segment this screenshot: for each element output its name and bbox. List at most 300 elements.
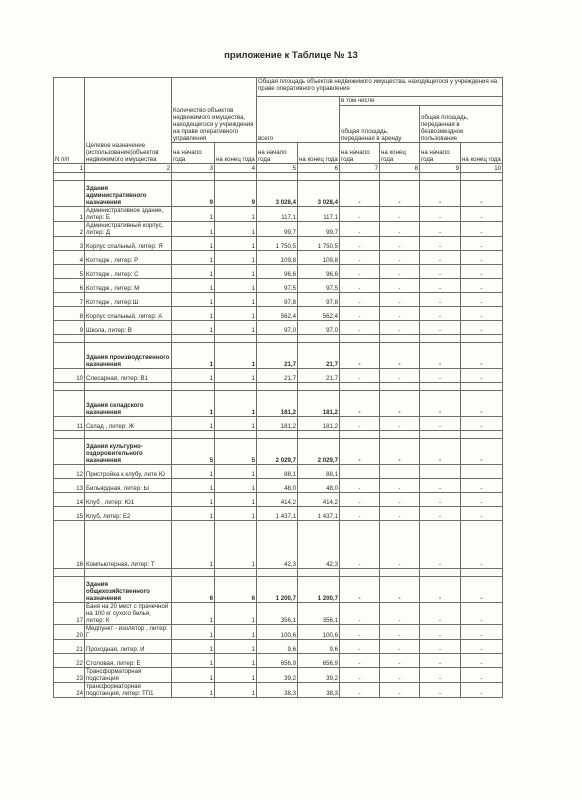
area-start: 96,6: [257, 265, 298, 279]
col-number: 3: [172, 164, 215, 173]
area-end: [298, 383, 340, 391]
free-start: -: [420, 479, 461, 493]
row-name: Пристройка к клубу, лите Ю: [85, 465, 172, 479]
table-row: [54, 654, 503, 668]
free-end: -: [461, 654, 503, 668]
count-end: [215, 431, 257, 439]
table-row: [54, 265, 503, 279]
area-end: 1 750,5: [298, 237, 340, 251]
rent-start: -: [340, 279, 380, 293]
area-start: [257, 431, 298, 439]
free-end: -: [461, 640, 503, 654]
rent-start: -: [340, 237, 380, 251]
count-end: 1: [215, 237, 257, 251]
count-end: 1: [215, 683, 257, 698]
spacer-row: [54, 569, 503, 577]
row-number: 23: [54, 668, 85, 683]
area-end: 100,6: [298, 625, 340, 640]
header-start: на начало года: [340, 143, 380, 164]
free-start: -: [420, 668, 461, 683]
free-start: [420, 335, 461, 343]
free-start: -: [420, 391, 461, 417]
count-end: 1: [215, 417, 257, 431]
free-end: -: [461, 279, 503, 293]
rent-start: -: [340, 640, 380, 654]
count-end: 1: [215, 343, 257, 369]
row-name: Административный корпус, литер: Д: [85, 222, 172, 237]
rent-start: -: [340, 417, 380, 431]
row-number: 5: [54, 265, 85, 279]
rent-end: -: [380, 207, 420, 222]
count-end: [215, 569, 257, 577]
row-number: 4: [54, 251, 85, 265]
count-start: 1: [172, 507, 215, 521]
table-row: [54, 521, 503, 569]
row-name: Баня на 20 мест с прачечной на 100 кг сухого белья, литер: К: [85, 603, 172, 625]
row-name: Склад , литер: Ж: [85, 417, 172, 431]
table-row: [54, 479, 503, 493]
table-row: [54, 369, 503, 383]
count-start: 1: [172, 603, 215, 625]
rent-end: [380, 569, 420, 577]
area-end: 109,8: [298, 251, 340, 265]
row-name: трансформаторная подстанция, литер: ТП1: [85, 683, 172, 698]
header-start: на начало года: [420, 143, 461, 164]
header-area: Общая площадь объектов недвижимого имущества, находящегося у учреждения на праве оперативного управления: [257, 78, 503, 97]
row-number: 3: [54, 237, 85, 251]
row-name: [85, 431, 172, 439]
area-end: 414,2: [298, 493, 340, 507]
row-name: Коттедж , литер: С: [85, 265, 172, 279]
header-free: общая площадь, переданная в безвозмездное пользование: [420, 106, 503, 143]
area-end: [298, 173, 340, 181]
count-start: 1: [172, 391, 215, 417]
count-start: 1: [172, 293, 215, 307]
area-start: 1 437,1: [257, 507, 298, 521]
header-rent: общая площадь, переданная в аренду: [340, 106, 420, 143]
row-name: Трансформаторная подстанция: [85, 668, 172, 683]
row-name: Административное здание, литер: Б: [85, 207, 172, 222]
row-number: 12: [54, 465, 85, 479]
area-end: 21,7: [298, 369, 340, 383]
rent-end: -: [380, 493, 420, 507]
property-table: [53, 77, 503, 698]
area-start: 99,7: [257, 222, 298, 237]
table-row: [54, 465, 503, 479]
rent-start: -: [340, 493, 380, 507]
count-start: [172, 383, 215, 391]
free-start: -: [420, 640, 461, 654]
rent-end: -: [380, 222, 420, 237]
rent-start: -: [340, 479, 380, 493]
area-start: 97,5: [257, 279, 298, 293]
rent-end: [380, 383, 420, 391]
row-name: Здания производственного назначения: [85, 343, 172, 369]
free-end: -: [461, 439, 503, 465]
free-start: -: [420, 343, 461, 369]
header-start: на начало года: [172, 143, 215, 164]
row-number: [54, 391, 85, 417]
free-end: -: [461, 265, 503, 279]
table-row: [54, 668, 503, 683]
free-end: -: [461, 237, 503, 251]
row-name: Клуб , литер: Ю1: [85, 493, 172, 507]
row-name: Медпункт - изолятор , литер: Г: [85, 625, 172, 640]
rent-end: -: [380, 237, 420, 251]
free-end: -: [461, 683, 503, 698]
count-start: 5: [172, 439, 215, 465]
free-end: -: [461, 251, 503, 265]
count-end: 1: [215, 521, 257, 569]
rent-start: -: [340, 439, 380, 465]
row-name: [85, 383, 172, 391]
spacer-row: [54, 173, 503, 181]
free-start: -: [420, 417, 461, 431]
free-start: -: [420, 237, 461, 251]
area-end: 97,5: [298, 279, 340, 293]
count-start: [172, 335, 215, 343]
row-number: 2: [54, 222, 85, 237]
free-end: [461, 569, 503, 577]
free-start: -: [420, 222, 461, 237]
count-end: 1: [215, 493, 257, 507]
area-start: 1 200,7: [257, 577, 298, 603]
row-number: 24: [54, 683, 85, 698]
free-start: [420, 383, 461, 391]
col-number: 6: [298, 164, 340, 173]
col-number: 10: [461, 164, 503, 173]
count-start: 1: [172, 465, 215, 479]
area-start: 2 029,7: [257, 439, 298, 465]
area-end: 97,8: [298, 293, 340, 307]
row-number: 1: [54, 207, 85, 222]
free-start: -: [420, 577, 461, 603]
area-start: 39,2: [257, 668, 298, 683]
free-end: -: [461, 521, 503, 569]
row-number: [54, 577, 85, 603]
free-end: -: [461, 181, 503, 207]
area-end: 181,2: [298, 391, 340, 417]
count-start: 1: [172, 479, 215, 493]
rent-start: [340, 335, 380, 343]
header-end: на конец года: [298, 143, 340, 164]
count-start: 1: [172, 343, 215, 369]
col-number: 2: [85, 164, 172, 173]
count-start: 1: [172, 265, 215, 279]
area-end: [298, 431, 340, 439]
free-start: -: [420, 307, 461, 321]
count-end: 1: [215, 465, 257, 479]
rent-end: -: [380, 521, 420, 569]
area-end: 656,9: [298, 654, 340, 668]
area-start: 356,1: [257, 603, 298, 625]
row-number: 16: [54, 521, 85, 569]
rent-end: -: [380, 307, 420, 321]
row-number: [54, 439, 85, 465]
free-start: -: [420, 603, 461, 625]
free-end: -: [461, 625, 503, 640]
count-start: 1: [172, 307, 215, 321]
row-name: [85, 569, 172, 577]
area-end: 48,0: [298, 479, 340, 493]
count-start: [172, 173, 215, 181]
free-start: -: [420, 369, 461, 383]
col-number: 9: [420, 164, 461, 173]
rent-start: [340, 569, 380, 577]
row-name: [85, 173, 172, 181]
free-start: -: [420, 493, 461, 507]
rent-start: [340, 173, 380, 181]
count-start: 1: [172, 279, 215, 293]
rent-start: -: [340, 603, 380, 625]
table-row: [54, 279, 503, 293]
free-start: -: [420, 654, 461, 668]
free-end: -: [461, 321, 503, 335]
count-start: [172, 569, 215, 577]
area-start: 562,4: [257, 307, 298, 321]
rent-start: -: [340, 391, 380, 417]
rent-end: [380, 173, 420, 181]
count-start: 1: [172, 417, 215, 431]
count-end: 5: [215, 439, 257, 465]
area-end: 99,7: [298, 222, 340, 237]
area-start: [257, 569, 298, 577]
rent-start: -: [340, 683, 380, 698]
row-name: Коттедж , литер: Р: [85, 251, 172, 265]
area-start: 97,0: [257, 321, 298, 335]
count-end: [215, 335, 257, 343]
page-title: приложение к Таблице № 13: [224, 50, 358, 61]
header-end: на конец года: [215, 143, 257, 164]
rent-start: [340, 431, 380, 439]
rent-start: -: [340, 654, 380, 668]
rent-start: -: [340, 625, 380, 640]
rent-start: -: [340, 293, 380, 307]
row-number: [54, 343, 85, 369]
free-start: -: [420, 251, 461, 265]
free-start: -: [420, 625, 461, 640]
rent-end: -: [380, 265, 420, 279]
area-start: 1 750,5: [257, 237, 298, 251]
area-end: 38,3: [298, 683, 340, 698]
free-start: -: [420, 439, 461, 465]
free-start: [420, 173, 461, 181]
area-start: 48,0: [257, 479, 298, 493]
row-number: 13: [54, 479, 85, 493]
count-end: [215, 173, 257, 181]
header-total: всего: [257, 97, 340, 143]
row-name: Столовая, литер: Е: [85, 654, 172, 668]
count-end: 9: [215, 181, 257, 207]
rent-start: -: [340, 207, 380, 222]
free-start: -: [420, 507, 461, 521]
row-name: Корпус спальный, литер: Я: [85, 237, 172, 251]
row-name: Здания административного назначения: [85, 181, 172, 207]
area-end: 562,4: [298, 307, 340, 321]
area-start: 117,1: [257, 207, 298, 222]
table-row: [54, 683, 503, 698]
count-end: [215, 383, 257, 391]
rent-start: [340, 465, 380, 479]
count-start: 1: [172, 321, 215, 335]
header-start: на начало года: [257, 143, 298, 164]
area-end: 9,6: [298, 640, 340, 654]
area-end: [298, 569, 340, 577]
free-end: -: [461, 343, 503, 369]
table-row: [54, 603, 503, 625]
rent-start: -: [340, 668, 380, 683]
area-end: 21,7: [298, 343, 340, 369]
free-end: -: [461, 417, 503, 431]
rent-end: -: [380, 479, 420, 493]
col-number: 7: [340, 164, 380, 173]
header-incl: в том числе: [340, 97, 503, 106]
row-name: Проходная, литер: И: [85, 640, 172, 654]
row-number: 20: [54, 625, 85, 640]
free-end: [461, 173, 503, 181]
rent-end: -: [380, 369, 420, 383]
area-end: 96,6: [298, 265, 340, 279]
count-start: 1: [172, 251, 215, 265]
rent-start: -: [340, 251, 380, 265]
rent-end: -: [380, 507, 420, 521]
count-start: [172, 431, 215, 439]
free-end: -: [461, 207, 503, 222]
row-number: 8: [54, 307, 85, 321]
rent-start: -: [340, 265, 380, 279]
table-row: [54, 507, 503, 521]
row-name: Клуб, литер: Е2: [85, 507, 172, 521]
header-name: Целевое назначение (использование)объектов недвижимого имущества: [85, 78, 172, 164]
count-start: 1: [172, 207, 215, 222]
spacer-row: [54, 383, 503, 391]
table-row: [54, 417, 503, 431]
area-start: 3 028,4: [257, 181, 298, 207]
count-end: 1: [215, 279, 257, 293]
table-row: [54, 321, 503, 335]
rent-end: -: [380, 625, 420, 640]
free-start: -: [420, 181, 461, 207]
rent-end: -: [380, 321, 420, 335]
area-start: 21,7: [257, 343, 298, 369]
area-end: [298, 335, 340, 343]
area-end: 42,3: [298, 521, 340, 569]
free-end: -: [461, 668, 503, 683]
rent-end: -: [380, 654, 420, 668]
free-end: [461, 465, 503, 479]
table-row: [54, 493, 503, 507]
count-start: 1: [172, 222, 215, 237]
area-start: 109,8: [257, 251, 298, 265]
rent-start: -: [340, 307, 380, 321]
area-start: [257, 383, 298, 391]
rent-end: [380, 335, 420, 343]
row-number: 6: [54, 279, 85, 293]
area-start: [257, 173, 298, 181]
free-start: -: [420, 279, 461, 293]
area-start: 656,9: [257, 654, 298, 668]
row-number: [54, 173, 85, 181]
row-number: 7: [54, 293, 85, 307]
free-end: -: [461, 222, 503, 237]
count-start: 1: [172, 640, 215, 654]
rent-end: -: [380, 439, 420, 465]
area-end: 181,2: [298, 417, 340, 431]
row-name: Здания культурно-оздоровительного назначения: [85, 439, 172, 465]
count-start: 1: [172, 493, 215, 507]
free-end: [461, 431, 503, 439]
rent-start: -: [340, 507, 380, 521]
table-row: [54, 237, 503, 251]
rent-end: -: [380, 181, 420, 207]
rent-end: -: [380, 668, 420, 683]
table-row: [54, 625, 503, 640]
count-end: 1: [215, 307, 257, 321]
table-row: [54, 222, 503, 237]
area-end: 356,1: [298, 603, 340, 625]
free-end: -: [461, 369, 503, 383]
free-end: [461, 335, 503, 343]
row-name: Компьютерная, литер: Т: [85, 521, 172, 569]
free-end: -: [461, 391, 503, 417]
free-start: [420, 431, 461, 439]
table-row: [54, 207, 503, 222]
area-start: 181,2: [257, 391, 298, 417]
rent-start: -: [340, 577, 380, 603]
row-number: 21: [54, 640, 85, 654]
rent-start: -: [340, 343, 380, 369]
row-number: [54, 569, 85, 577]
free-start: -: [420, 521, 461, 569]
rent-start: -: [340, 521, 380, 569]
free-end: -: [461, 493, 503, 507]
count-start: 1: [172, 521, 215, 569]
count-start: 6: [172, 577, 215, 603]
rent-end: -: [380, 683, 420, 698]
area-end: 2 029,7: [298, 439, 340, 465]
row-number: 22: [54, 654, 85, 668]
free-start: [420, 465, 461, 479]
row-name: [85, 335, 172, 343]
rent-end: -: [380, 251, 420, 265]
area-start: 97,8: [257, 293, 298, 307]
count-end: 1: [215, 321, 257, 335]
header-num: N п/п: [54, 78, 85, 164]
header-end: на конец года: [380, 143, 420, 164]
area-end: 97,0: [298, 321, 340, 335]
count-end: 1: [215, 603, 257, 625]
rent-end: -: [380, 343, 420, 369]
area-end: 117,1: [298, 207, 340, 222]
area-start: 38,3: [257, 683, 298, 698]
rent-end: -: [380, 391, 420, 417]
row-name: Слесарная, литер: В1: [85, 369, 172, 383]
count-end: 1: [215, 293, 257, 307]
count-end: 1: [215, 265, 257, 279]
count-start: 9: [172, 181, 215, 207]
row-number: [54, 431, 85, 439]
row-name: Здания складского назначения: [85, 391, 172, 417]
free-start: [420, 569, 461, 577]
count-end: 1: [215, 391, 257, 417]
col-number: 1: [54, 164, 85, 173]
rent-end: -: [380, 293, 420, 307]
area-start: 100,6: [257, 625, 298, 640]
area-end: 1 200,7: [298, 577, 340, 603]
row-name: Бильярдная, литер: Ы: [85, 479, 172, 493]
spacer-row: [54, 431, 503, 439]
free-end: -: [461, 307, 503, 321]
